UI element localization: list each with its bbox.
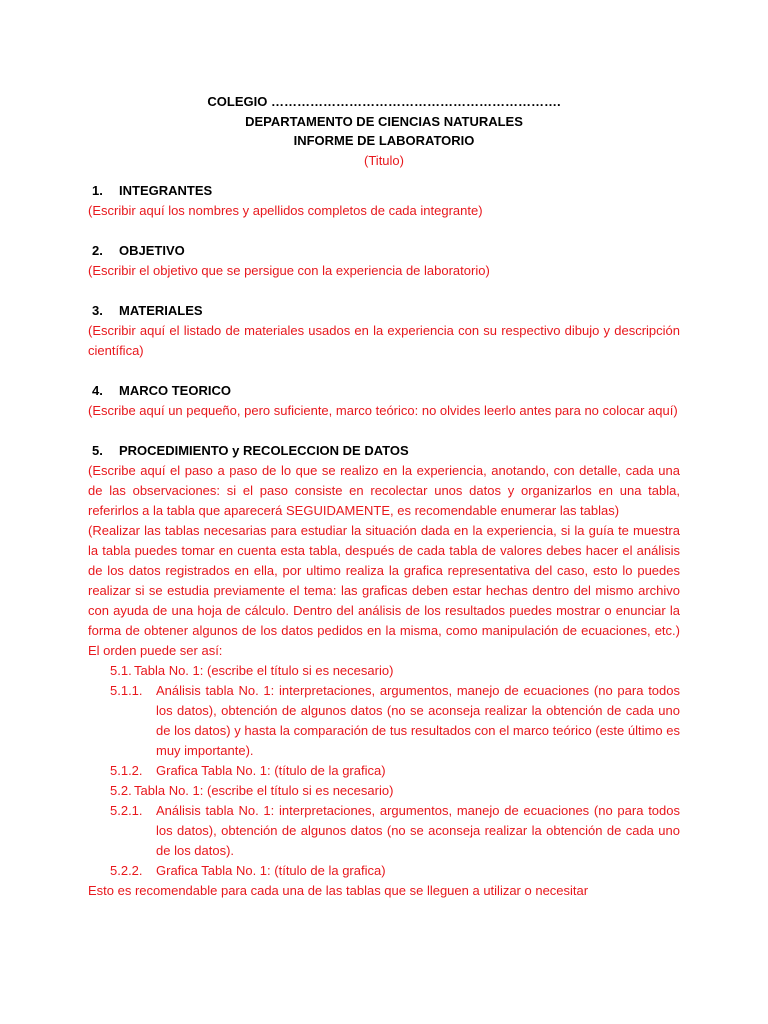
department-line: DEPARTAMENTO DE CIENCIAS NATURALES — [245, 113, 523, 129]
section-number: 5. — [92, 443, 103, 458]
outline-text: Grafica Tabla No. 1: (título de la grafica) — [156, 763, 386, 778]
section-heading — [88, 301, 680, 321]
section-title: MARCO TEORICO — [119, 383, 231, 398]
outline-number: 5.1. — [110, 663, 132, 678]
section-instruction: (Escribir aquí el listado de materiales usados en la experiencia con su respectivo dibujo y descripción científica) — [88, 323, 680, 358]
section-heading — [88, 381, 680, 401]
outline-number: 5.2. — [110, 783, 132, 798]
section-marco-teorico — [88, 381, 680, 421]
document-header — [0, 92, 768, 170]
outline-item — [110, 801, 680, 861]
report-title: INFORME DE LABORATORIO — [293, 133, 475, 148]
outline-item — [110, 861, 680, 881]
section-title: PROCEDIMIENTO y RECOLECCION DE DATOS — [119, 443, 409, 458]
section-title: MATERIALES — [119, 303, 203, 318]
outline-item — [110, 661, 680, 681]
section-number: 1. — [92, 183, 103, 198]
outline-text: Análisis tabla No. 1: interpretaciones, argumentos, manejo de ecuaciones (no para todos los datos), obtención de algunos datos (no se aconseja realizar la obtención de cada uno de los datos). — [156, 803, 680, 858]
outline-number: 5.2.2. — [110, 863, 143, 878]
section-title: INTEGRANTES — [119, 183, 213, 198]
section-instruction: (Escribir el objetivo que se persigue con la experiencia de laboratorio) — [88, 263, 490, 278]
section-instruction: (Escribe aquí el paso a paso de lo que se realizo en la experiencia, anotando, con detalle, cada una de las observaciones: si el paso consiste en recolectar unos datos y organizarlos en una tabla, referirlos a la tabla que aparecerá SEGUIDAMENTE, es recomendable enumerar las tablas) — [88, 463, 680, 518]
section-number: 3. — [92, 303, 103, 318]
section-instruction-tables: (Realizar las tablas necesarias para estudiar la situación dada en la experiencia, si la guía te muestra la tabla puedes tomar en cuenta esta tabla, después de cada tabla de valores debes hacer el análisis de los datos registrados en ella, por ultimo realiza la grafica representativa del caso, esto lo puedes realizar si se estudia previamente el tema: las graficas deben estar hechas dentro del mismo archivo con ayuda de una hoja de cálculo. Dentro del análisis de los resultados puedes mostrar o enunciar la forma de obtener algunos de los datos pedidos en la misma, como manipulación de ecuaciones, etc.) El orden puede ser así: — [88, 523, 680, 658]
outline-item — [110, 681, 680, 761]
outline-text: Tabla No. 1: (escribe el título si es necesario) — [134, 663, 394, 678]
outline-number: 5.2.1. — [110, 803, 143, 818]
closing-note: Esto es recomendable para cada una de las tablas que se lleguen a utilizar o necesitar — [88, 883, 589, 898]
school-line: COLEGIO …………………………………………………………. — [207, 94, 561, 109]
section-instruction: (Escribir aquí los nombres y apellidos completos de cada integrante) — [88, 203, 483, 218]
section-procedimiento — [88, 441, 680, 661]
section-number: 4. — [92, 383, 103, 398]
outline-text: Análisis tabla No. 1: interpretaciones, argumentos, manejo de ecuaciones (no para todos los datos), obtención de algunos datos (no se aconseja realizar la obtención de cada uno de los datos) y hasta la comparación de tus resultados con el marco teórico (este último es muy importante). — [156, 683, 680, 758]
outline-text: Grafica Tabla No. 1: (título de la grafica) — [156, 863, 386, 878]
section-number: 2. — [92, 243, 103, 258]
section-instruction: (Escribe aquí un pequeño, pero suficiente, marco teórico: no olvides leerlo antes para no colocar aquí) — [88, 403, 678, 418]
outline-item — [110, 781, 680, 801]
title-placeholder: (Titulo) — [364, 152, 404, 168]
section-objetivo — [88, 241, 680, 281]
closing-note-block — [88, 881, 680, 901]
section-title: OBJETIVO — [119, 243, 185, 258]
section-integrantes — [88, 181, 680, 221]
outline-number: 5.1.2. — [110, 763, 143, 778]
outline-number: 5.1.1. — [110, 683, 143, 698]
section-heading — [88, 241, 680, 261]
section-heading — [88, 441, 680, 461]
outline-item — [110, 761, 680, 781]
outline-text: Tabla No. 1: (escribe el título si es necesario) — [134, 783, 394, 798]
section-heading — [88, 181, 680, 201]
section-materiales — [88, 301, 680, 361]
